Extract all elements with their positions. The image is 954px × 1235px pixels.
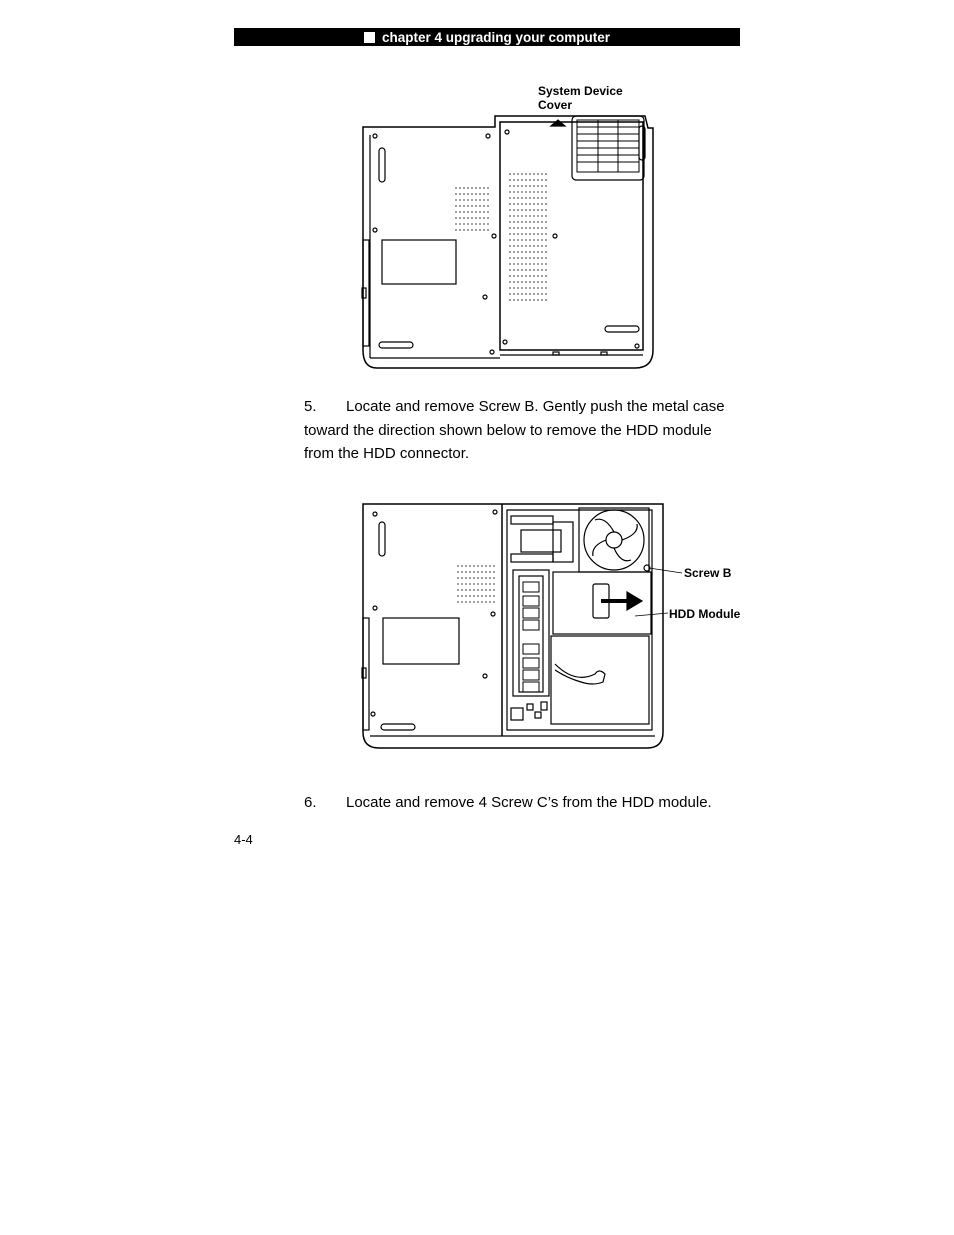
callout-screw-b: Screw B [684, 566, 732, 580]
step-text-line: Locate and remove Screw B. Gently push the metal case [346, 398, 725, 415]
vent-holes [455, 174, 547, 300]
step-number: 5. [304, 398, 317, 415]
chassis-outline [363, 116, 653, 368]
callout-hdd-module: HDD Module [669, 607, 741, 621]
figure-hdd-module-removal [355, 498, 745, 754]
page-number: 4-4 [234, 832, 253, 847]
callout-arrow-icon [551, 120, 565, 126]
figure-system-device-cover [355, 80, 665, 375]
step-5-paragraph [304, 395, 744, 466]
fan-icon [584, 510, 644, 570]
callout-label-line2: Cover [538, 98, 573, 112]
step-text-line: from the HDD connector. [304, 445, 470, 462]
step-text-line: toward the direction shown below to remove the HDD module [304, 421, 712, 439]
header-square-icon [364, 32, 375, 43]
vent-holes [457, 566, 495, 602]
step-number: 6. [304, 794, 317, 811]
step-text-line: Locate and remove 4 Screw C’s from the HDD module. [346, 794, 712, 811]
chapter-header-bar [234, 28, 740, 46]
callout-label-line1: System Device [538, 84, 623, 98]
push-direction-arrow-icon [627, 592, 642, 610]
step-6-paragraph [304, 791, 744, 815]
chapter-title: chapter 4 upgrading your computer [381, 29, 611, 45]
